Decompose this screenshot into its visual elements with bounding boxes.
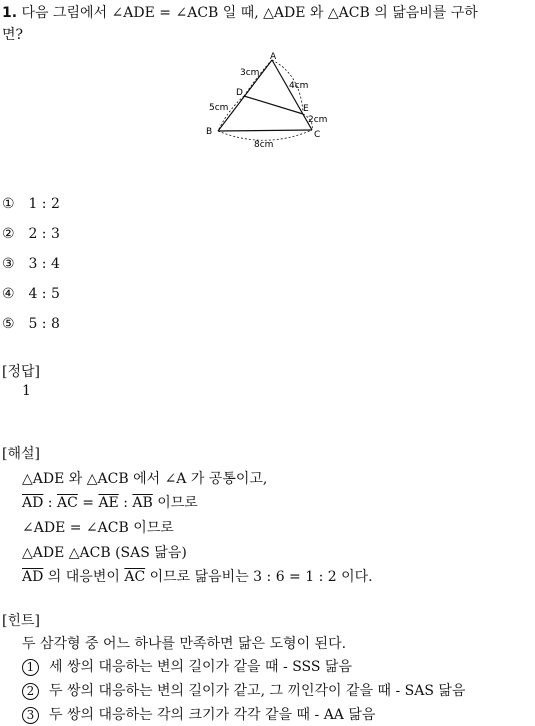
choice-text: 1 : 2 <box>28 196 60 212</box>
hint-item-2 <box>22 680 465 700</box>
choice-4[interactable] <box>2 286 60 302</box>
question-text: 다음 그림에서 ∠ADE = ∠ACB 일 때, △ADE 와 △ACB 의 닮음비를 구하 <box>21 5 478 21</box>
label-c: C <box>314 130 321 140</box>
segment-ac: $\overline{AC}$ <box>56 495 78 511</box>
choice-1[interactable] <box>2 196 60 212</box>
choice-mark: ③ <box>2 256 15 272</box>
segment-ad: $\overline{AD}$ <box>22 569 44 585</box>
hint-intro: 두 삼각형 중 어느 하나를 만족하면 닮은 도형이 된다. <box>22 636 347 652</box>
explanation-line-4: △ADE △ACB (SAS 닮음) <box>22 545 187 561</box>
choice-text: 2 : 3 <box>28 226 60 242</box>
answer-value: 1 <box>22 383 31 399</box>
circled-number: 2 <box>22 683 39 700</box>
hint-item-3 <box>22 704 375 724</box>
explanation-line-3: ∠ADE = ∠ACB 이므로 <box>22 520 174 536</box>
length-ae: 4cm <box>289 81 309 91</box>
triangle-figure <box>200 52 340 152</box>
equals: = <box>77 495 99 511</box>
label-e: E <box>303 104 309 114</box>
explanation-line-5 <box>22 566 373 586</box>
side-ac <box>272 60 312 130</box>
colon: : <box>118 495 133 511</box>
line-tail: 이므로 닮음비는 3 : 6 = 1 : 2 이다. <box>145 569 373 585</box>
label-a: A <box>270 52 277 62</box>
choice-mark: ① <box>2 196 15 212</box>
question-number: 1. <box>2 5 18 21</box>
explanation-line-1: △ADE 와 △ACB 에서 ∠A 가 공통이고, <box>22 471 268 487</box>
circled-number: 1 <box>22 659 39 676</box>
choice-2[interactable] <box>2 226 60 242</box>
choice-5[interactable] <box>2 316 60 332</box>
choice-mark: ② <box>2 226 15 242</box>
choice-text: 4 : 5 <box>28 286 60 302</box>
hint-header: [힌트] <box>2 613 40 629</box>
hint-item-text: 두 쌍의 대응하는 변의 길이가 같고, 그 끼인각이 같을 때 - SAS 닮음 <box>49 683 466 699</box>
segment-ac: $\overline{AC}$ <box>124 569 146 585</box>
choice-mark: ⑤ <box>2 316 15 332</box>
choice-text: 3 : 4 <box>28 256 60 272</box>
choice-mark: ④ <box>2 286 15 302</box>
line-mid: 의 대응변이 <box>43 569 125 585</box>
question-line-2: 면? <box>2 27 24 43</box>
dim-arc-bc <box>218 130 312 140</box>
line-tail: 이므로 <box>152 495 198 511</box>
label-d: D <box>236 88 243 98</box>
side-bc <box>218 130 312 131</box>
length-ec: 2cm <box>308 115 328 125</box>
colon: : <box>43 495 57 511</box>
length-ad: 3cm <box>240 68 260 78</box>
length-db: 5cm <box>209 103 229 113</box>
hint-item-text: 두 쌍의 대응하는 각의 크기가 각각 같을 때 - AA 닮음 <box>49 707 376 723</box>
hint-item-1 <box>22 656 352 676</box>
choice-text: 5 : 8 <box>28 316 60 332</box>
choice-3[interactable] <box>2 256 60 272</box>
segment-ab: $\overline{AB}$ <box>132 495 153 511</box>
explanation-line-2 <box>22 492 198 512</box>
length-bc: 8cm <box>254 140 274 150</box>
label-b: B <box>206 127 213 137</box>
answer-header: [정답] <box>2 364 40 380</box>
explanation-header: [해설] <box>2 446 40 462</box>
segment-ae: $\overline{AE}$ <box>98 495 119 511</box>
segment-ad: $\overline{AD}$ <box>22 495 44 511</box>
question-line-1 <box>2 2 478 22</box>
circled-number: 3 <box>22 707 39 724</box>
hint-item-text: 세 쌍의 대응하는 변의 길이가 같을 때 - SSS 닮음 <box>49 659 352 675</box>
